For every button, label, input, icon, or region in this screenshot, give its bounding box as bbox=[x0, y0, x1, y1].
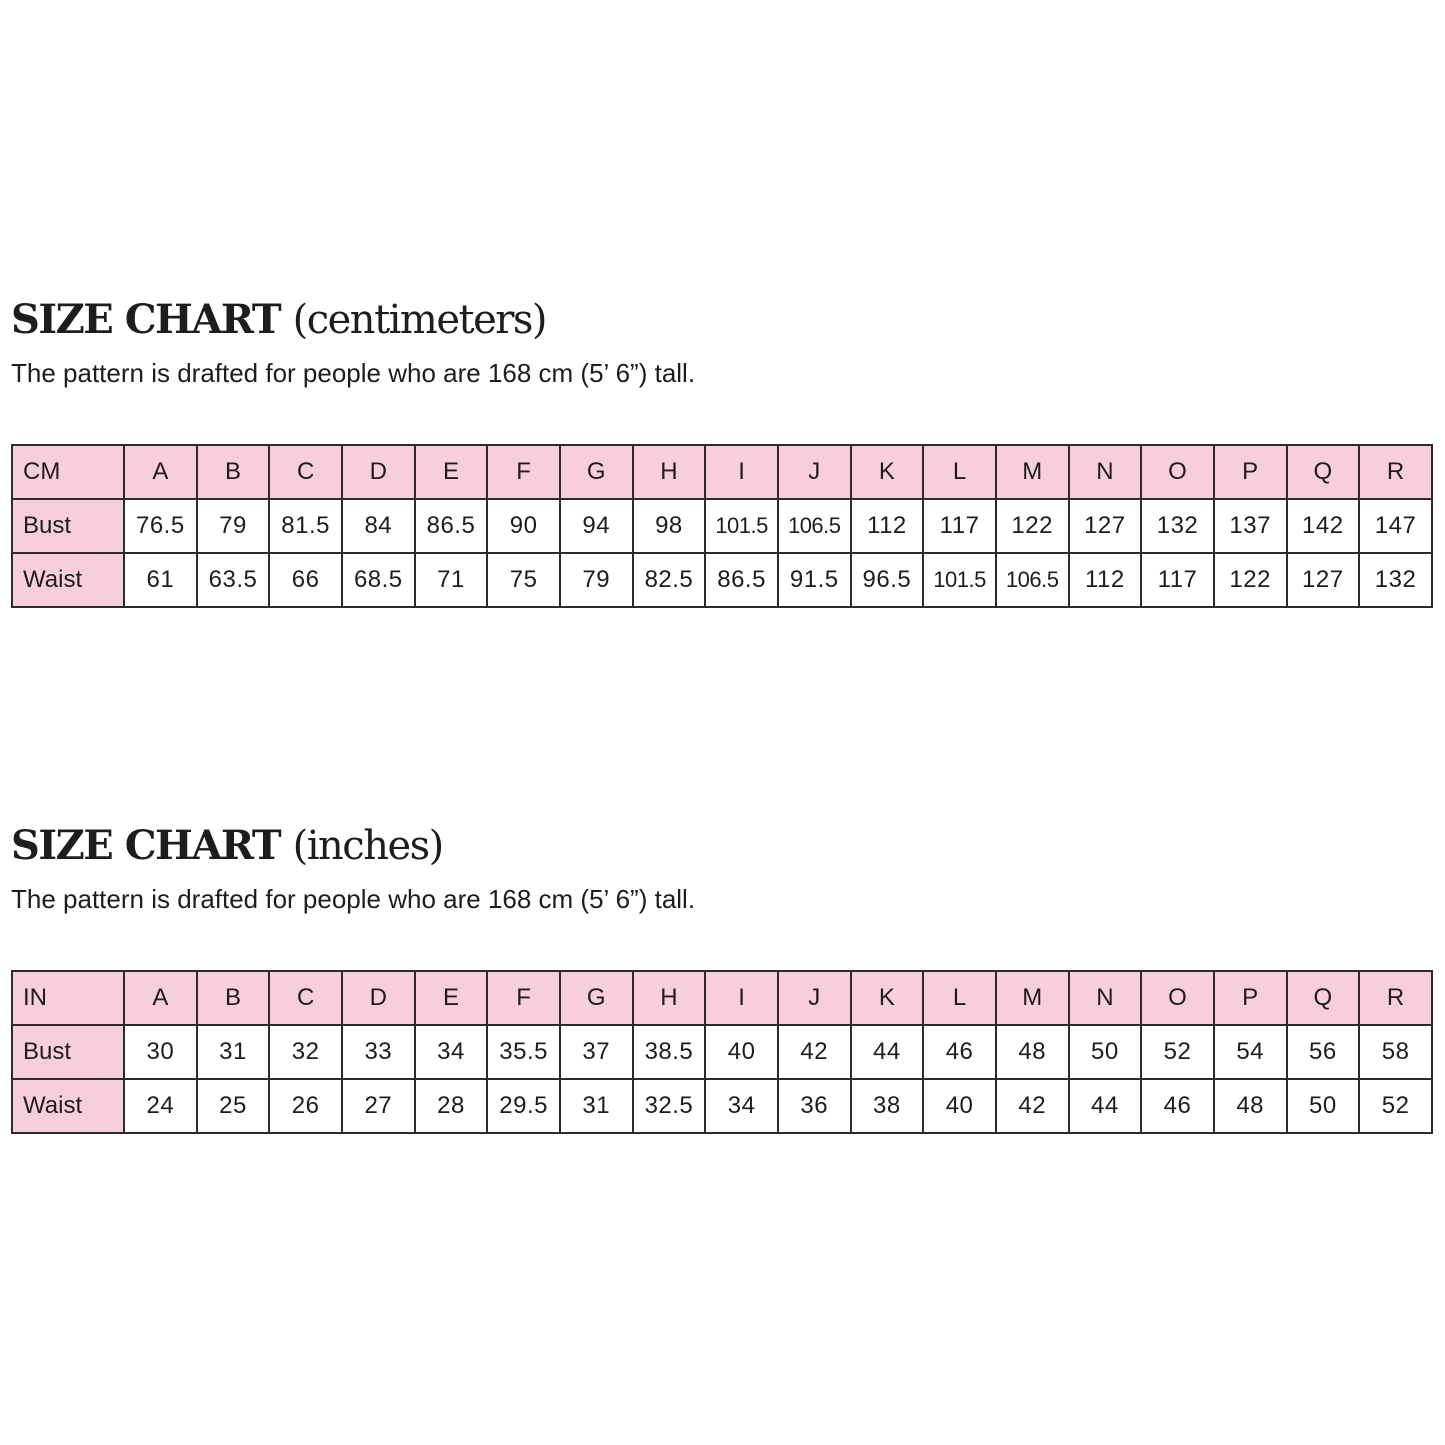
size-label-cell: H bbox=[633, 445, 706, 499]
row-label-bust: Bust bbox=[12, 499, 124, 553]
value-cell: 84 bbox=[342, 499, 415, 553]
value-cell: 46 bbox=[1141, 1079, 1214, 1133]
size-label-cell: C bbox=[269, 971, 342, 1025]
value-cell: 63.5 bbox=[197, 553, 270, 607]
size-chart-title-main: SIZE CHART bbox=[11, 296, 281, 343]
size-label-cell: L bbox=[923, 445, 996, 499]
value-cell: 101.5 bbox=[705, 499, 778, 553]
size-chart-title-unit: (centimeters) bbox=[292, 297, 547, 343]
bust-row bbox=[12, 499, 1432, 553]
size-label-cell: N bbox=[1069, 445, 1142, 499]
size-label-cell: E bbox=[415, 445, 488, 499]
value-cell: 68.5 bbox=[342, 553, 415, 607]
value-cell: 54 bbox=[1214, 1025, 1287, 1079]
value-cell: 44 bbox=[1069, 1079, 1142, 1133]
size-header-row bbox=[12, 971, 1432, 1025]
value-cell: 142 bbox=[1287, 499, 1360, 553]
value-cell: 61 bbox=[124, 553, 197, 607]
size-label-cell: J bbox=[778, 445, 851, 499]
unit-label-cell: CM bbox=[12, 445, 124, 499]
value-cell: 101.5 bbox=[923, 553, 996, 607]
value-cell: 106.5 bbox=[996, 553, 1069, 607]
size-label-cell: C bbox=[269, 445, 342, 499]
size-label-cell: B bbox=[197, 971, 270, 1025]
row-label-waist: Waist bbox=[12, 553, 124, 607]
size-label-cell: M bbox=[996, 971, 1069, 1025]
value-cell: 106.5 bbox=[778, 499, 851, 553]
size-label-cell: I bbox=[705, 445, 778, 499]
waist-row bbox=[12, 553, 1432, 607]
value-cell: 147 bbox=[1359, 499, 1432, 553]
value-cell: 91.5 bbox=[778, 553, 851, 607]
value-cell: 79 bbox=[560, 553, 633, 607]
value-cell: 26 bbox=[269, 1079, 342, 1133]
size-label-cell: I bbox=[705, 971, 778, 1025]
size-label-cell: R bbox=[1359, 971, 1432, 1025]
value-cell: 127 bbox=[1069, 499, 1142, 553]
value-cell: 86.5 bbox=[415, 499, 488, 553]
value-cell: 117 bbox=[1141, 553, 1214, 607]
size-label-cell: K bbox=[851, 971, 924, 1025]
value-cell: 46 bbox=[923, 1025, 996, 1079]
size-chart-inches bbox=[11, 818, 1433, 1134]
value-cell: 35.5 bbox=[487, 1025, 560, 1079]
value-cell: 58 bbox=[1359, 1025, 1432, 1079]
value-cell: 38.5 bbox=[633, 1025, 706, 1079]
value-cell: 31 bbox=[560, 1079, 633, 1133]
value-cell: 112 bbox=[851, 499, 924, 553]
size-table bbox=[11, 970, 1433, 1134]
value-cell: 30 bbox=[124, 1025, 197, 1079]
value-cell: 40 bbox=[705, 1025, 778, 1079]
size-chart-title bbox=[11, 818, 1433, 882]
size-label-cell: R bbox=[1359, 445, 1432, 499]
value-cell: 127 bbox=[1287, 553, 1360, 607]
value-cell: 48 bbox=[996, 1025, 1069, 1079]
value-cell: 82.5 bbox=[633, 553, 706, 607]
row-label-bust: Bust bbox=[12, 1025, 124, 1079]
value-cell: 75 bbox=[487, 553, 560, 607]
height-note: The pattern is drafted for people who are 168 cm (5’ 6”) tall. bbox=[11, 884, 696, 914]
value-cell: 38 bbox=[851, 1079, 924, 1133]
height-note: The pattern is drafted for people who are 168 cm (5’ 6”) tall. bbox=[11, 358, 696, 388]
value-cell: 24 bbox=[124, 1079, 197, 1133]
size-label-cell: F bbox=[487, 445, 560, 499]
value-cell: 31 bbox=[197, 1025, 270, 1079]
value-cell: 37 bbox=[560, 1025, 633, 1079]
size-label-cell: Q bbox=[1287, 445, 1360, 499]
size-label-cell: O bbox=[1141, 445, 1214, 499]
value-cell: 122 bbox=[996, 499, 1069, 553]
size-chart-title-unit: (inches) bbox=[292, 823, 443, 869]
value-cell: 32.5 bbox=[633, 1079, 706, 1133]
size-label-cell: O bbox=[1141, 971, 1214, 1025]
size-label-cell: L bbox=[923, 971, 996, 1025]
size-label-cell: D bbox=[342, 445, 415, 499]
value-cell: 44 bbox=[851, 1025, 924, 1079]
value-cell: 52 bbox=[1141, 1025, 1214, 1079]
size-chart-centimeters bbox=[11, 292, 1433, 608]
value-cell: 132 bbox=[1359, 553, 1432, 607]
size-label-cell: H bbox=[633, 971, 706, 1025]
size-label-cell: D bbox=[342, 971, 415, 1025]
value-cell: 29.5 bbox=[487, 1079, 560, 1133]
value-cell: 79 bbox=[197, 499, 270, 553]
size-label-cell: Q bbox=[1287, 971, 1360, 1025]
value-cell: 66 bbox=[269, 553, 342, 607]
waist-row bbox=[12, 1079, 1432, 1133]
value-cell: 50 bbox=[1287, 1079, 1360, 1133]
size-label-cell: G bbox=[560, 445, 633, 499]
value-cell: 36 bbox=[778, 1079, 851, 1133]
value-cell: 132 bbox=[1141, 499, 1214, 553]
value-cell: 27 bbox=[342, 1079, 415, 1133]
value-cell: 94 bbox=[560, 499, 633, 553]
value-cell: 34 bbox=[415, 1025, 488, 1079]
value-cell: 81.5 bbox=[269, 499, 342, 553]
unit-label-cell: IN bbox=[12, 971, 124, 1025]
bust-row bbox=[12, 1025, 1432, 1079]
value-cell: 40 bbox=[923, 1079, 996, 1133]
row-label-waist: Waist bbox=[12, 1079, 124, 1133]
size-label-cell: E bbox=[415, 971, 488, 1025]
value-cell: 71 bbox=[415, 553, 488, 607]
size-label-cell: M bbox=[996, 445, 1069, 499]
value-cell: 112 bbox=[1069, 553, 1142, 607]
size-label-cell: K bbox=[851, 445, 924, 499]
value-cell: 50 bbox=[1069, 1025, 1142, 1079]
value-cell: 28 bbox=[415, 1079, 488, 1133]
value-cell: 42 bbox=[996, 1079, 1069, 1133]
value-cell: 56 bbox=[1287, 1025, 1360, 1079]
size-label-cell: P bbox=[1214, 971, 1287, 1025]
size-label-cell: A bbox=[124, 445, 197, 499]
value-cell: 25 bbox=[197, 1079, 270, 1133]
value-cell: 34 bbox=[705, 1079, 778, 1133]
value-cell: 98 bbox=[633, 499, 706, 553]
value-cell: 96.5 bbox=[851, 553, 924, 607]
value-cell: 48 bbox=[1214, 1079, 1287, 1133]
size-label-cell: G bbox=[560, 971, 633, 1025]
value-cell: 137 bbox=[1214, 499, 1287, 553]
size-label-cell: F bbox=[487, 971, 560, 1025]
size-chart-title bbox=[11, 292, 1433, 356]
value-cell: 32 bbox=[269, 1025, 342, 1079]
size-table bbox=[11, 444, 1433, 608]
size-chart-title-main: SIZE CHART bbox=[11, 822, 281, 869]
size-label-cell: J bbox=[778, 971, 851, 1025]
size-label-cell: B bbox=[197, 445, 270, 499]
value-cell: 33 bbox=[342, 1025, 415, 1079]
value-cell: 122 bbox=[1214, 553, 1287, 607]
size-label-cell: A bbox=[124, 971, 197, 1025]
value-cell: 52 bbox=[1359, 1079, 1432, 1133]
size-label-cell: P bbox=[1214, 445, 1287, 499]
value-cell: 90 bbox=[487, 499, 560, 553]
size-label-cell: N bbox=[1069, 971, 1142, 1025]
value-cell: 76.5 bbox=[124, 499, 197, 553]
value-cell: 42 bbox=[778, 1025, 851, 1079]
value-cell: 86.5 bbox=[705, 553, 778, 607]
size-header-row bbox=[12, 445, 1432, 499]
value-cell: 117 bbox=[923, 499, 996, 553]
